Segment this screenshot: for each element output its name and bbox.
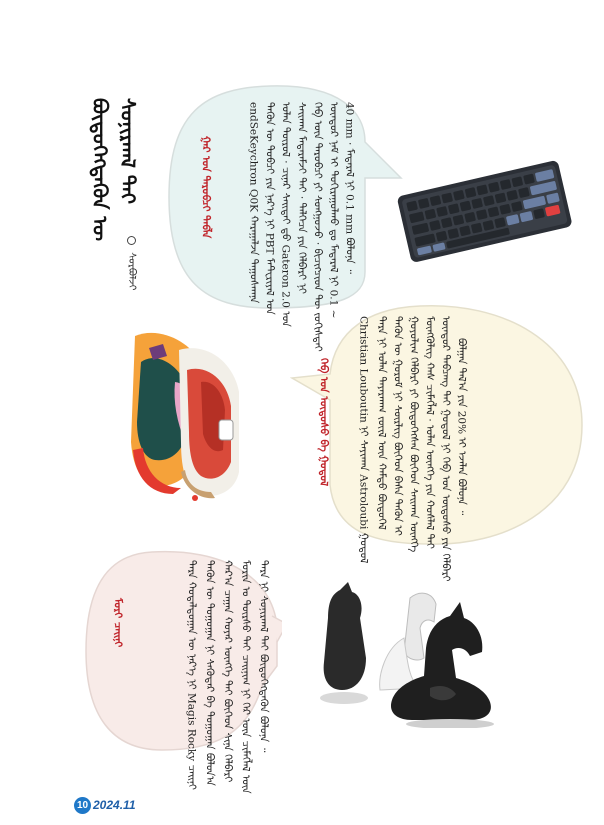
article-title: ᠰᠣᠨᠢᠷᠬᠠᠯ ᠲᠠᠢ	[116, 98, 140, 204]
keyboard-text-4: ᠰᠠᠢᠬᠠᠨ ᠮᠡᠳᠡᠷᠡᠮᠵᠢ ᠲᠡᠢ · ᠳᠡᠯᠭᠡᠴᠡ ᠶᠢᠨ ᠬᠡᠯᠪᠡᠷᠢ ᠨᠢ	[295, 102, 308, 294]
horse-text-4: ᠲᠡᠭᠦᠨ ᠦ ᠲᠣᠭᠣᠭᠠᠨ ᠨᠢ ᠰᠡᠭᠦᠳᠡᠷ ᠪᠠ ᠲᠣᠭᠣᠭᠠᠨ ᠪᠣᠯᠤᠨ᠎ᠠ	[203, 560, 216, 786]
horse-text-3: ᠬᠠᠷ᠎ᠠ ᠴᠠᠭᠠᠨ ᠬᠣᠶᠠᠷ ᠥᠩᠭᠡ ᠲᠡᠢ ᠪᠥᠭᠡᠳ ᠰᠢᠨᠡ ᠬᠡᠯᠪᠡᠷᠢ	[221, 560, 234, 783]
horse-text-2: ᠮᠣᠷᠢᠨ ᠤ ᠳᠦᠷᠰᠦ ᠲᠡᠢ ᠴᠠᠢᠨᠢᠭ ᠨᠢ ᠭᠡᠷ ᠦᠨ ᠴᠢᠮᠡᠭᠯᠡᠯ ᠦᠨ	[239, 560, 252, 794]
speech-bubble-horse	[82, 546, 282, 756]
shoe-text-2: ᠦᠨᠳᠦᠷ ᠲᠠᠪᠴᠠᠩ ᠲᠠᠢ ᠭᠣᠲᠤᠯ ᠨᠢ ᠬᠡᠪ ᠤᠨ ᠦᠳᠦᠰᠦ ᠶᠢᠨ ᠬᠡᠯᠪᠡᠷᠢ	[439, 316, 452, 582]
shoe-text-4: ᠭᠣᠶᠤᠯᠢᠭ ᠬᠡᠯᠪᠡᠷᠢ ᠶᠢ ᠪᠦᠲᠦᠭᠡᠭᠰᠡᠨ ᠪᠥᠭᠡᠳ ᠰᠠᠢᠬᠠᠨ ᠥᠩᠭᠡ	[407, 316, 420, 553]
shoe-text-3: ᠮᠥᠩᠭᠥᠯᠢᠭ ᠬᠠᠰ ᠴᠢᠮᠡᠭᠯᠡᠯ · ᠣᠯᠠᠨ ᠥᠩᠭᠡ ᠶᠢᠨ ᠬᠣᠰᠯᠠᠯ ᠲᠡᠢ	[423, 316, 436, 549]
keyboard-text-1: 40 mm · ᠮᠡᠳᠡᠷᠡᠯ ᠨᠢ 0.1 mm ᠪᠣᠯᠤᠨᠠ ᠃	[343, 102, 356, 274]
keyboard-text-6: ᠲᠡᠭᠦᠨ ᠦ ᠲᠣᠪᠴᠢ ᠶᠢᠨ ᠨᠡᠷ᠎ᠡ ᠨᠢ PBT ᠮᠠᠲ᠋ᠧᠷᠢᠶᠠᠯ ᠤᠨ	[263, 102, 276, 315]
author-dot-icon	[127, 236, 136, 245]
keyboard-text-2: ᠦᠨᠳᠦᠷ ᠨᠠᠮ ᠢ ᠲᠣᠬᠢᠷᠠᠭᠤᠯᠬᠤ ᠳᠤ ᠮᠡᠳᠡᠷᠡᠯ ᠨᠢ 0.1 ~	[327, 102, 340, 319]
author-byline	[126, 236, 136, 290]
shoe-text-7: Christian Louboutin ᠨᠢ ᠰᠠᠶᠢᠬᠠᠨ Astroloubi ᠭᠣᠲᠤᠯ	[357, 316, 370, 564]
keyboard-text-5: ᠣᠯᠠᠨ ᠲᠦᠷᠦᠯ · ᠴᠢᠨᠠᠷ ᠰᠠᠢᠲᠠᠢ ᠳ᠋ᠤ Gateron 2.0 ᠤᠨ	[279, 102, 292, 327]
page-number-badge: 10	[74, 797, 91, 814]
keyboard-image	[382, 156, 582, 266]
horse-label: ᠮᠣᠷᠢ ᠴᠠᠢᠨᠢ	[111, 598, 124, 648]
rocking-horse-image	[300, 578, 510, 728]
article-title-line-2: ᠪᠦᠲᠦᠭᠡᠭᠳᠡᠬᠦᠨ ᠦ	[88, 98, 112, 242]
keyboard-text-3: ᠬᠡᠪ ᠦᠨ ᠳᠠᠷᠤᠪᠴᠢ ᠶᠢ ᠰᠣᠩᠭᠣᠵᠤ · ᠪᠢᠴᠢᠭᠴᠢᠳ ᠲᠦ ᠵᠣᠬᠢᠰᠲᠠᠢ	[311, 102, 324, 352]
sneakers-image	[115, 322, 250, 502]
shoe-text-5: ᠲᠡᠭᠦᠨ ᠦ ᠭᠣᠷᠤᠮ ᠨᠢ ᠰᠦᠷᠯᠢᠭ ᠪᠥᠭᠡᠳ ᠪᠠᠰᠠ ᠲᠡᠭᠦᠨ ᠢ	[391, 316, 404, 536]
shoe-text-1: ᠪᠣᠯᠭᠠᠨ ᠲᠠᠯ᠎ᠠ ᠶᠢᠨ 20% ᠢ ᠡᠵᠡᠯᠡᠨ ᠪᠣᠯᠤᠨᠠ ᠃	[455, 338, 468, 516]
horse-text-1: ᠲᠡᠷᠡ ᠨᠢ ᠰᠣᠨᠢᠷᠬᠠᠯ ᠲᠠᠢ ᠪᠦᠲᠦᠭᠡᠭᠳᠡᠬᠦᠨ ᠪᠣᠯᠤᠨᠠ ᠃	[257, 560, 270, 753]
keyboard-text-7: endSeKeychron Q0K ᠬᠠᠷᠠᠭᠠᠯᠵᠠ ᠳᠠᠭᠤᠰᠬᠠᠨᠠ	[247, 102, 260, 304]
issue-date: 2024.11	[93, 798, 136, 812]
shoe-label: ᠬᠡᠪ ᠤᠨ ᠦᠳᠦᠰᠦ ᠪᠠ ᠭᠣᠲᠤᠯ	[317, 358, 330, 487]
keyboard-label: ᠭᠠᠷ ᠤᠨ ᠳᠠᠷᠤᠪᠴᠢ ᠲᠠᠪᠯᠠ	[199, 136, 212, 239]
shoe-text-6: ᠲᠡᠷᠡ ᠨᠢ ᠣᠯᠠᠨ ᠳᠠᠶᠠᠷᠬᠠᠭ ᠵᠦᠢᠯ ᠦᠨ ᠬᠠᠮᠲᠤ ᠪᠦᠲᠦᠭᠡᠯ	[375, 316, 388, 530]
horse-text-5: ᠲᠡᠷᠡ ᠬᠤᠳᠠᠯᠳᠤᠭᠠᠨ ᠦ ᠨᠡᠷ᠎ᠡ ᠨᠢ Magis Rocky ᠴᠠᠢᠨᠢ	[185, 560, 198, 790]
author-name: ᠰᠤᠷᠪᠤᠯᠵᠢ	[126, 252, 137, 291]
